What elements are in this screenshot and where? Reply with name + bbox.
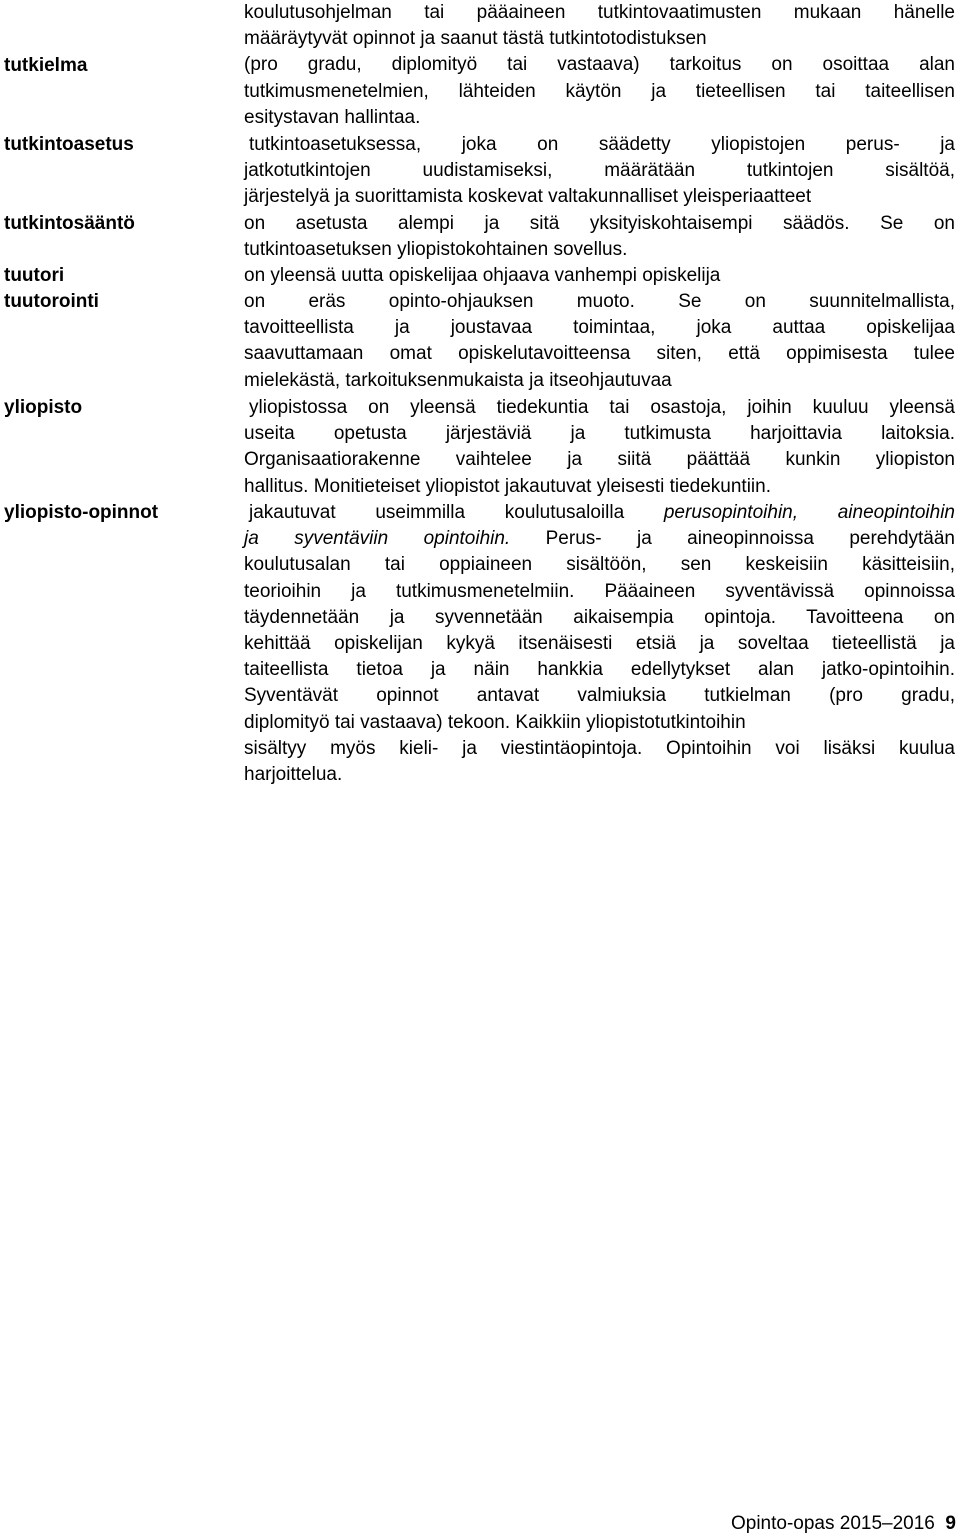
- definition-line: sisältyy myös kieli- ja viestintäopintoja. Opintoihin voi lisäksi kuulua: [244, 737, 955, 759]
- definition-line: jatkotutkintojen uudistamiseksi, määrätään tutkintojen sisältöä,: [244, 160, 955, 182]
- page-footer: [700, 1511, 956, 1537]
- definition-text: jakautuvat useimmilla koulutusaloilla: [249, 502, 664, 523]
- definition-tutkintoasetus: [244, 132, 955, 211]
- definition-line: tutkintoasetuksessa, joka on säädetty yliopistojen perus- ja: [249, 134, 955, 155]
- definition-line: Organisaatiorakenne vaihtelee ja siitä päättää kunkin yliopiston: [244, 449, 955, 471]
- term-yliopisto: yliopisto: [4, 397, 83, 418]
- definition-line: yliopistossa on yleensä tiedekuntia tai osastoja, joihin kuuluu yleensä: [249, 397, 955, 418]
- definition-text: Perus- ja aineopinnoissa perehdytään: [510, 528, 955, 550]
- definition-yliopisto: [244, 395, 955, 500]
- definition-line: tavoitteellista ja joustavaa toimintaa, joka auttaa opiskelijaa: [244, 317, 955, 339]
- definition-line: on asetusta alempi ja sitä yksityiskohtaisempi säädös. Se on: [244, 213, 955, 234]
- definition-line: tutkimusmenetelmien, lähteiden käytön ja tieteellisen tai taiteellisen: [244, 80, 955, 102]
- term-tutkielma: tutkielma: [4, 55, 88, 76]
- definition-line: saavuttamaan omat opiskelutavoitteensa siten, että oppimisesta tulee: [244, 343, 955, 365]
- definition-line: taiteellista tietoa ja näin hankkia edellytykset alan jatko-opintoihin.: [244, 659, 955, 681]
- definition-line: mielekästä, tarkoituksenmukaista ja itseohjautuvaa: [244, 369, 672, 391]
- definition-line: kehittää opiskelijan kykyä itsenäisesti etsiä ja soveltaa tieteellistä ja: [244, 632, 955, 654]
- definition-line: määräytyvät opinnot ja saanut tästä tutkintotodistuksen: [244, 28, 707, 50]
- definition-emphasis: perusopintoihin, aineopintoihin: [663, 502, 955, 523]
- definition-tuutori: [244, 263, 955, 289]
- definition-line: koulutusohjelman tai pääaineen tutkintovaatimusten mukaan hänelle: [244, 2, 955, 23]
- definition-line: on eräs opinto-ohjauksen muoto. Se on suunnitelmallista,: [244, 291, 955, 312]
- definition-line: (pro gradu, diplomityö tai vastaava) tarkoitus on osoittaa alan: [244, 54, 955, 76]
- definition-line: teorioihin ja tutkimusmenetelmiin. Pääaineen syventävissä opinnoissa: [244, 580, 955, 602]
- definition-line: Syventävät opinnot antavat valmiuksia tutkielman (pro gradu,: [244, 685, 955, 707]
- definition-yliopisto-opinnot: [244, 500, 955, 788]
- definition-emphasis: ja syventäviin opintoihin.: [244, 528, 511, 550]
- term-tutkintoasetus: tutkintoasetus: [4, 134, 134, 155]
- definition-tutkintosaanto: [244, 211, 955, 263]
- definition-line: harjoittelua.: [244, 763, 343, 785]
- definition-line: on yleensä uutta opiskelijaa ohjaava vanhempi opiskelija: [244, 265, 721, 286]
- term-tuutori: tuutori: [4, 265, 65, 286]
- page-number: 9: [945, 1513, 956, 1534]
- definition-line: tutkintoasetuksen yliopistokohtainen sovellus.: [244, 239, 628, 261]
- definition-line: useita opetusta järjestäviä ja tutkimusta harjoittavia laitoksia.: [244, 423, 955, 445]
- definition-line: [244, 526, 955, 552]
- definition-tutkielma: [244, 0, 955, 131]
- definition-line: hallitus. Monitieteiset yliopistot jakautuvat yleisesti tiedekuntiin.: [244, 475, 771, 497]
- definition-line: koulutusalan tai oppiaineen sisältöön, sen keskeisiin käsitteisiin,: [244, 554, 955, 576]
- term-yliopisto-opinnot: yliopisto-opinnot: [4, 502, 159, 523]
- definition-line: järjestelyä ja suorittamista koskevat valtakunnalliset yleisperiaatteet: [244, 186, 812, 208]
- footer-label: Opinto-opas 2015–2016: [730, 1513, 935, 1534]
- definition-line: diplomityö tai vastaava) tekoon. Kaikkiin yliopistotutkintoihin: [244, 711, 746, 733]
- definition-line: täydennetään ja syvennetään aikaisempia opintoja. Tavoitteena on: [244, 606, 955, 628]
- term-tuutorointi: tuutorointi: [4, 291, 99, 312]
- definition-line: esitystavan hallintaa.: [244, 106, 421, 128]
- definition-line: [244, 500, 955, 526]
- term-tutkintosaanto: tutkintosääntö: [4, 213, 135, 234]
- definition-tuutorointi: [244, 289, 955, 394]
